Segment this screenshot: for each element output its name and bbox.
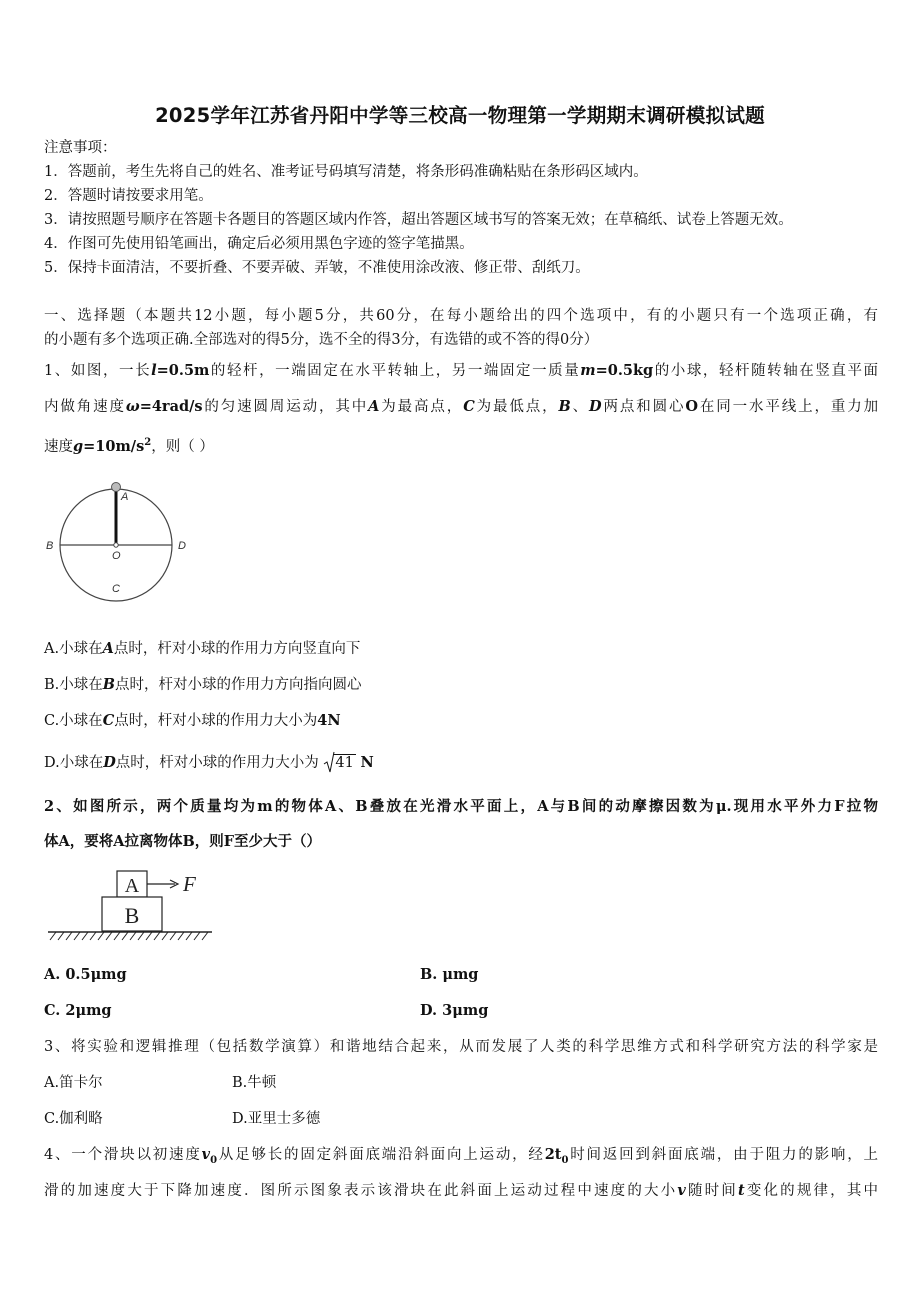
q1-option-d[interactable]: D.小球在D点时，杆对小球的作用力大小为 41 N <box>44 754 374 771</box>
force-label: F <box>183 872 196 896</box>
sqrt-expression: 41 <box>323 753 355 773</box>
q3-option-d[interactable]: D.亚里士多德 <box>232 1111 321 1127</box>
ground-hatch <box>50 932 208 940</box>
q4-stem-line1: 4、一个滑块以初速度$v_0$从足够长的固定斜面底端沿斜面向上运动，经$2t_0$时间返回到斜面底端，由于阻力的影响，上 <box>44 1146 879 1166</box>
q1-option-a[interactable]: A.小球在A点时，杆对小球的作用力方向竖直向下 <box>44 640 361 657</box>
q2-blocks-figure <box>44 866 216 948</box>
q1-circle-figure <box>40 476 200 602</box>
q2-option-d[interactable]: D. 3μmg <box>420 1002 489 1019</box>
q1-option-c[interactable]: C.小球在C点时，杆对小球的作用力大小为4N <box>44 712 341 729</box>
ball <box>112 483 121 492</box>
pivot <box>114 543 118 547</box>
q2-option-b[interactable]: B. μmg <box>420 966 479 983</box>
label-C: C <box>112 583 120 595</box>
notice-item: 1．答题前，考生先将自己的姓名、准考证号码填写清楚，将条形码准确粘贴在条形码区域内。 <box>44 164 648 180</box>
block-b-label: B <box>124 903 140 928</box>
label-A: A <box>121 491 129 503</box>
q2-option-c[interactable]: C. 2μmg <box>44 1002 112 1019</box>
notice-item: 3．请按照题号顺序在答题卡各题目的答题区域内作答，超出答题区域书写的答案无效；在草稿纸、试卷上答题无效。 <box>44 212 793 228</box>
q2-option-a[interactable]: A. 0.5μmg <box>44 966 127 983</box>
section-heading: 一、选择题（本题共12小题，每小题5分，共60分，在每小题给出的四个选项中，有的小题只有一个选项正确，有 <box>44 308 878 324</box>
label-B: B <box>46 540 54 552</box>
q2-stem-line2: 体A，要将A拉离物体B，则F至少大于（） <box>44 833 322 850</box>
q3-option-b[interactable]: B.牛顿 <box>232 1075 277 1091</box>
label-D: D <box>178 540 186 552</box>
q3-option-c[interactable]: C.伽利略 <box>44 1111 103 1127</box>
q1-option-b[interactable]: B.小球在B点时，杆对小球的作用力方向指向圆心 <box>44 676 362 693</box>
q1-stem-line3: 速度$g=10m/s^2$，则（ ） <box>44 437 214 455</box>
notice-item: 5．保持卡面清洁，不要折叠、不要弄破、弄皱，不准使用涂改液、修正带、刮纸刀。 <box>44 260 590 276</box>
q2-stem-line1: 2、如图所示，两个质量均为m的物体A、B叠放在光滑水平面上，A与B间的动摩擦因数为μ.现用水平外力F拉物 <box>44 798 878 815</box>
q1-stem-line1: 1、如图，一长l=0.5m的轻杆，一端固定在水平转轴上，另一端固定一质量m=0.5kg的小球，轻杆随转轴在竖直平面 <box>44 362 879 379</box>
q3-option-a[interactable]: A.笛卡尔 <box>44 1075 103 1091</box>
page-title: 2025学年江苏省丹阳中学等三校高一物理第一学期期末调研模拟试题 <box>155 104 765 127</box>
block-a-label: A <box>124 875 140 897</box>
label-O: O <box>112 550 121 562</box>
notice-item: 2．答题时请按要求用笔。 <box>44 188 213 204</box>
notice-heading: 注意事项： <box>44 140 117 156</box>
q1-stem-line2: 内做角速度ω=4rad/s的匀速圆周运动，其中A为最高点，C为最低点，B、D两点和圆心O在同一水平线上，重力加 <box>44 398 879 415</box>
section-heading-cont: 的小题有多个选项正确.全部选对的得5分，选不全的得3分，有选错的或不答的得0分） <box>44 332 599 348</box>
q3-stem: 3、将实验和逻辑推理（包括数学演算）和谐地结合起来，从而发展了人类的科学思维方式和科学研究方法的科学家是 <box>44 1039 878 1055</box>
q4-stem-line2: 滑的加速度大于下降加速度．图所示图象表示该滑块在此斜面上运动过程中速度的大小v随时间t变化的规律，其中 <box>44 1182 879 1199</box>
notice-item: 4．作图可先使用铅笔画出，确定后必须用黑色字迹的签字笔描黑。 <box>44 236 474 252</box>
